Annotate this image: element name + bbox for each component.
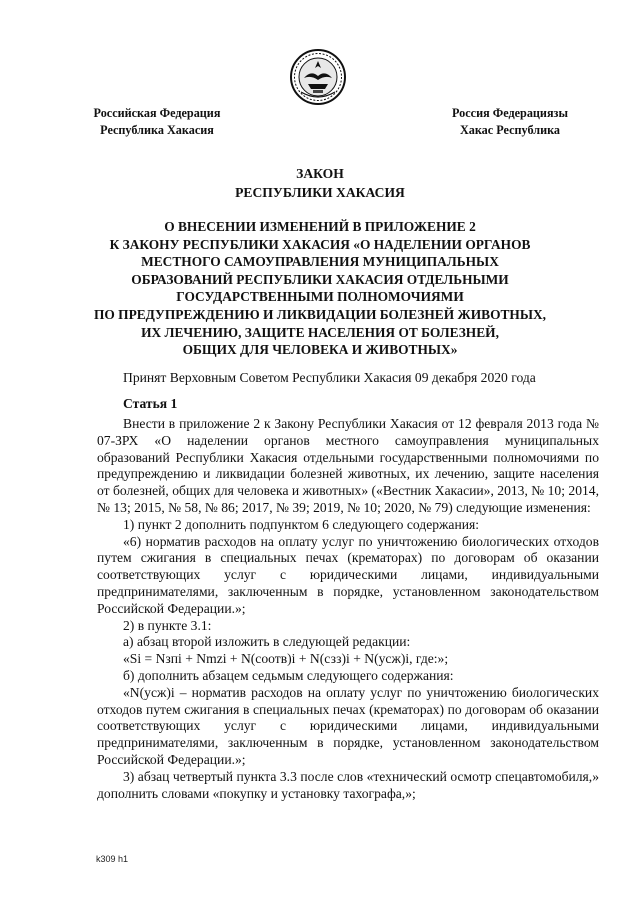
header-left [72,105,242,138]
article-heading: Статья 1 [123,396,178,411]
document-code: k309 h1 [96,854,129,864]
subtitle-line: МЕСТНОГО САМОУПРАВЛЕНИЯ МУНИЦИПАЛЬНЫХ [141,254,499,270]
header-right-line-2: Хакас Республика [459,122,561,137]
paragraph: «6) норматив расходов на оплату услуг по уничтожению биологических отходов путем сжигания в специальных печах (крематорах) по договорам об оказании соответствующих услуг с юридическими лицами, индивидуальными предпринимателями, заключенным в порядке, установленном законодательством Российской Федерации.»; [97,533,599,616]
paragraph: Внести в приложение 2 к Закону Республики Хакасия от 12 февраля 2013 года № 07-ЗРХ «О наделении органов местного самоуправления муниципальных образований Республики Хакасия отдельными государственными полномочиями по предупреждению и ликвидации болезней животных, их лечению, защите населения от болезней, общих для человека и животных» («Вестник Хакасии», 2013, № 10; 2014, № 13; 2015, № 58, № 86; 2017, № 39; 2019, № 10; 2020, № 79) следующие изменения: [97,416,599,515]
subtitle-line: О ВНЕСЕНИИ ИЗМЕНЕНИЙ В ПРИЛОЖЕНИЕ 2 [164,219,476,234]
paragraph: 2) в пункте 3.1: [123,617,212,633]
subtitle-line: ГОСУДАРСТВЕННЫМИ ПОЛНОМОЧИЯМИ [176,289,464,305]
subtitle-line: ПО ПРЕДУПРЕЖДЕНИЮ И ЛИКВИДАЦИИ БОЛЕЗНЕЙ ЖИВОТНЫХ, [93,306,547,322]
subtitle-line: ОБЩИХ ДЛЯ ЧЕЛОВЕКА И ЖИВОТНЫХ» [182,342,458,358]
subtitle-line: ИХ ЛЕЧЕНИЮ, ЗАЩИТЕ НАСЕЛЕНИЯ ОТ БОЛЕЗНЕЙ, [141,324,499,340]
paragraph: 1) пункт 2 дополнить подпунктом 6 следующего содержания: [123,516,480,532]
article-body [97,416,599,802]
header-right [430,105,590,138]
adoption-statement: Принят Верховным Советом Республики Хакасия 09 декабря 2020 года [123,370,536,385]
coat-of-arms-emblem [289,48,347,106]
paragraph: «N(усж)i – норматив расходов на оплату услуг по уничтожению биологических отходов путем сжигания в специальных печах (крематорах) по договорам об оказании соответствующих услуг с юридическими лицами, индивидуальными предпринимателями, заключенным в порядке, установленном законодательством Российской Федерации.»; [97,684,599,767]
subtitle-line: К ЗАКОНУ РЕСПУБЛИКИ ХАКАСИЯ «О НАДЕЛЕНИИ ОРГАНОВ [109,236,531,252]
law-title-line: РЕСПУБЛИКИ ХАКАСИЯ [235,185,405,200]
header-left-line-1: Российская Федерация [93,106,221,120]
paragraph: 3) абзац четвертый пункта 3.3 после слов «технический осмотр спецавтомобиля,» дополнить словами «покупку и установку тахографа,»; [97,768,599,801]
header-left-line-2: Республика Хакасия [100,122,214,137]
law-title-line: ЗАКОН [296,166,344,181]
paragraph: б) дополнить абзацем седьмым следующего содержания: [123,667,454,683]
header-right-line-1: Россия Федерациязы [452,106,568,120]
law-subtitle [85,218,555,359]
paragraph: «Si = Nзпi + Nmzi + N(соотв)i + N(сзз)i + N(усж)i, где:»; [123,651,449,667]
law-title [90,164,550,202]
subtitle-line: ОБРАЗОВАНИЙ РЕСПУБЛИКИ ХАКАСИЯ ОТДЕЛЬНЫМИ [131,271,509,287]
paragraph: а) абзац второй изложить в следующей редакции: [123,634,411,650]
